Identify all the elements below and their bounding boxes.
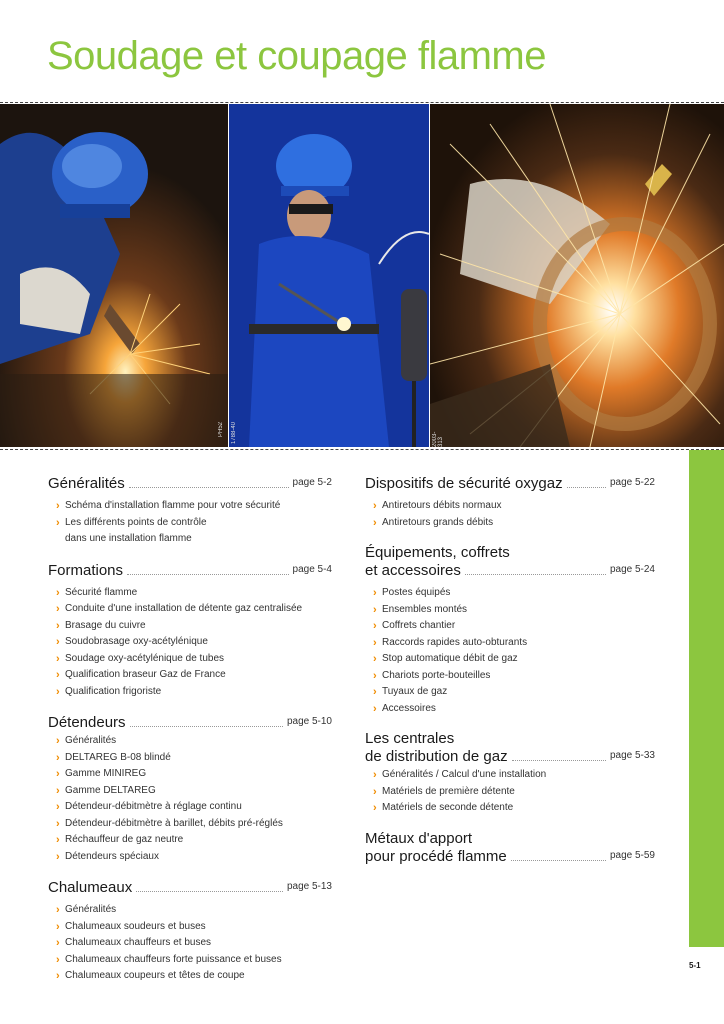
chevron-right-icon: › <box>56 669 60 681</box>
toc-heading <box>48 713 332 731</box>
toc-page-ref: page 5-33 <box>609 750 655 761</box>
toc-item-text: Raccords rapides auto-obturants <box>382 636 528 648</box>
toc-item <box>56 634 332 651</box>
chevron-right-icon: › <box>56 784 60 797</box>
toc-item-text: Chalumeaux chauffeurs forte puissance et buses <box>65 953 282 965</box>
toc-item-list <box>365 498 655 531</box>
toc-item-text: Soudage oxy-acétylénique de tubes <box>65 652 225 664</box>
toc-page-ref: page 5-59 <box>609 849 655 861</box>
toc-item <box>56 783 332 800</box>
toc-heading <box>365 474 655 492</box>
chevron-right-icon: › <box>56 636 60 648</box>
toc-item <box>373 767 655 784</box>
toc-heading-title: pour procédé flamme <box>365 847 507 865</box>
toc-item-text: Les différents points de contrôle <box>65 516 207 528</box>
dotted-leader <box>511 860 606 861</box>
toc-item <box>56 585 332 602</box>
toc-item-text: Brasage du cuivre <box>65 619 146 631</box>
dotted-leader <box>127 574 288 575</box>
toc-item-text: Antiretours débits normaux <box>382 500 502 511</box>
toc-item <box>373 684 655 701</box>
toc-item <box>56 515 332 532</box>
toc-item-text: Ensembles montés <box>382 603 468 615</box>
toc-section-detendeurs <box>48 713 332 865</box>
chevron-right-icon: › <box>373 686 377 698</box>
chevron-right-icon: › <box>56 834 60 846</box>
toc-heading-title: Les centrales <box>365 730 455 747</box>
toc-page-ref: page 5-10 <box>286 716 332 727</box>
toc-item <box>373 668 655 685</box>
toc-section-formations <box>48 561 332 701</box>
toc-item <box>56 601 332 618</box>
chevron-right-icon: › <box>373 653 377 665</box>
photo-sparks-pipe <box>430 104 724 447</box>
photo-strip <box>0 104 724 447</box>
toc-item-list <box>48 498 332 548</box>
chevron-right-icon: › <box>56 751 60 764</box>
chevron-right-icon: › <box>56 619 60 632</box>
toc-item-text: Matériels de seconde détente <box>382 802 514 813</box>
toc-heading-title: Généralités <box>48 475 125 492</box>
toc-section-equipements <box>365 544 655 717</box>
toc-heading-title: Détendeurs <box>48 714 126 731</box>
top-dashed-rule <box>0 102 724 103</box>
toc-item-text: Gamme DELTAREG <box>65 784 156 796</box>
toc-item-text: Soudobrasage oxy-acétylénique <box>65 636 208 647</box>
toc-item-text: DELTAREG B-08 blindé <box>65 751 171 763</box>
dotted-leader <box>567 487 606 488</box>
toc-item-continuation <box>65 531 332 548</box>
toc-item-text: Détendeurs spéciaux <box>65 850 159 862</box>
toc-item <box>56 902 332 919</box>
toc-heading-title: Dispositifs de sécurité oxygaz <box>365 475 563 492</box>
chevron-right-icon: › <box>56 768 60 780</box>
toc-left-column <box>48 474 332 998</box>
chevron-right-icon: › <box>56 970 60 982</box>
photo-welder-helmet <box>0 104 228 447</box>
toc-heading-title: de distribution de gaz <box>365 748 508 765</box>
toc-section-metaux <box>365 830 655 865</box>
dotted-leader <box>465 574 606 575</box>
toc-item <box>56 667 332 684</box>
photo-worker-blue <box>229 104 429 447</box>
toc-item-text: Chalumeaux soudeurs et buses <box>65 920 206 932</box>
photo-caption: PH52 <box>218 422 224 438</box>
toc-item-text: Sécurité flamme <box>65 586 138 598</box>
chevron-right-icon: › <box>373 500 377 512</box>
toc-item-text: Matériels de première détente <box>382 785 515 797</box>
toc-item-text: Schéma d'installation flamme pour votre sécurité <box>65 500 281 511</box>
chevron-right-icon: › <box>56 801 60 813</box>
toc-item-text: Généralités / Calcul d'une installation <box>382 769 547 780</box>
toc-item-text: Détendeur-débitmètre à réglage continu <box>65 801 242 812</box>
toc-item <box>373 498 655 515</box>
toc-item <box>56 799 332 816</box>
toc-item <box>56 651 332 668</box>
page-number: 5-1 <box>689 961 701 970</box>
chevron-right-icon: › <box>56 817 60 830</box>
chevron-right-icon: › <box>373 587 377 599</box>
toc-item <box>56 498 332 515</box>
toc-item <box>56 733 332 750</box>
chevron-right-icon: › <box>56 652 60 665</box>
chevron-right-icon: › <box>56 603 60 615</box>
toc-heading-title: Chalumeaux <box>48 879 133 896</box>
toc-section-centrales <box>365 730 655 817</box>
dotted-leader <box>512 760 606 761</box>
toc-item-text: Détendeur-débitmètre à barillet, débits pré-réglés <box>65 817 283 829</box>
toc-heading-title: Équipements, coffrets <box>365 544 510 561</box>
toc-item-list <box>48 733 332 865</box>
toc-item <box>56 750 332 767</box>
toc-item-text: Tuyaux de gaz <box>382 686 448 697</box>
toc-section-chalumeaux <box>48 878 332 985</box>
toc-item <box>373 515 655 532</box>
toc-item-text: Conduite d'une installation de détente gaz centralisée <box>65 603 303 614</box>
chevron-right-icon: › <box>373 603 377 616</box>
photo-caption: 1788-40 <box>231 422 237 445</box>
chevron-right-icon: › <box>56 735 60 747</box>
chevron-right-icon: › <box>56 920 60 933</box>
toc-page-ref: page 5-2 <box>292 477 332 488</box>
toc-item-text: dans une installation flamme <box>65 533 192 544</box>
chevron-right-icon: › <box>373 702 377 715</box>
toc-heading <box>365 561 655 579</box>
chevron-right-icon: › <box>56 850 60 863</box>
toc-item-text: Postes équipés <box>382 587 451 598</box>
toc-heading <box>365 847 655 865</box>
photo-caption: 2003-313 <box>432 431 444 447</box>
chevron-right-icon: › <box>373 802 377 814</box>
toc-item-text: Chalumeaux chauffeurs et buses <box>65 937 212 948</box>
chevron-right-icon: › <box>56 516 60 529</box>
chevron-right-icon: › <box>56 685 60 698</box>
chevron-right-icon: › <box>56 953 60 966</box>
toc-heading-title: Métaux d'apport <box>365 829 473 847</box>
toc-heading-title: Formations <box>48 561 124 579</box>
toc-heading-title: et accessoires <box>365 562 461 579</box>
toc-item <box>56 816 332 833</box>
toc-item <box>373 651 655 668</box>
toc-item <box>56 935 332 952</box>
toc-item-list <box>48 902 332 985</box>
dotted-leader <box>129 487 289 488</box>
toc-page-ref: page 5-4 <box>292 563 332 575</box>
toc-heading <box>48 561 332 579</box>
toc-item-text: Chalumeaux coupeurs et têtes de coupe <box>65 970 245 981</box>
chevron-right-icon: › <box>373 769 377 781</box>
toc-item-text: Qualification braseur Gaz de France <box>65 669 226 680</box>
chevron-right-icon: › <box>373 516 377 529</box>
toc-item-text: Antiretours grands débits <box>382 516 494 528</box>
toc-item <box>373 618 655 635</box>
toc-item <box>56 952 332 969</box>
toc-item-text: Accessoires <box>382 702 436 714</box>
toc-heading <box>48 474 332 492</box>
page-title: Soudage et coupage flamme <box>47 34 546 78</box>
chevron-right-icon: › <box>56 904 60 916</box>
toc-page-ref: page 5-24 <box>609 564 655 575</box>
toc-section-generalites <box>48 474 332 548</box>
toc-page-ref: page 5-22 <box>609 477 655 488</box>
toc-item-text: Généralités <box>65 904 117 915</box>
chevron-right-icon: › <box>373 620 377 632</box>
toc-item-text: Réchauffeur de gaz neutre <box>65 834 184 845</box>
toc-item-text: Qualification frigoriste <box>65 685 162 697</box>
toc-item-text: Stop automatique débit de gaz <box>382 653 518 664</box>
toc-item <box>373 701 655 718</box>
toc-item-text: Chariots porte-bouteilles <box>382 669 491 681</box>
toc-item <box>56 618 332 635</box>
bottom-dashed-rule <box>0 449 724 450</box>
toc-item <box>56 684 332 701</box>
toc-item <box>56 968 332 985</box>
toc-item <box>56 849 332 866</box>
toc-item <box>373 585 655 602</box>
toc-item <box>56 919 332 936</box>
toc-item <box>373 784 655 801</box>
toc-item <box>373 800 655 817</box>
toc-item <box>56 832 332 849</box>
toc-item-text: Généralités <box>65 735 117 746</box>
toc-item <box>56 766 332 783</box>
dotted-leader <box>130 726 283 727</box>
chevron-right-icon: › <box>56 500 60 512</box>
chevron-right-icon: › <box>373 785 377 798</box>
toc-heading <box>365 747 655 765</box>
toc-right-column <box>365 474 655 878</box>
toc-item <box>373 635 655 652</box>
chevron-right-icon: › <box>56 937 60 949</box>
toc-item-list <box>48 585 332 701</box>
toc-item-list <box>365 585 655 717</box>
chevron-right-icon: › <box>373 636 377 649</box>
toc-page-ref: page 5-13 <box>286 881 332 892</box>
toc-section-dispositifs <box>365 474 655 531</box>
toc-item <box>373 602 655 619</box>
dotted-leader <box>136 891 283 892</box>
green-side-tab <box>689 450 724 947</box>
toc-heading <box>48 878 332 896</box>
chevron-right-icon: › <box>373 669 377 682</box>
toc-item-list <box>365 767 655 817</box>
chevron-right-icon: › <box>56 586 60 599</box>
toc-item-text: Coffrets chantier <box>382 620 456 631</box>
toc-item-text: Gamme MINIREG <box>65 768 147 779</box>
